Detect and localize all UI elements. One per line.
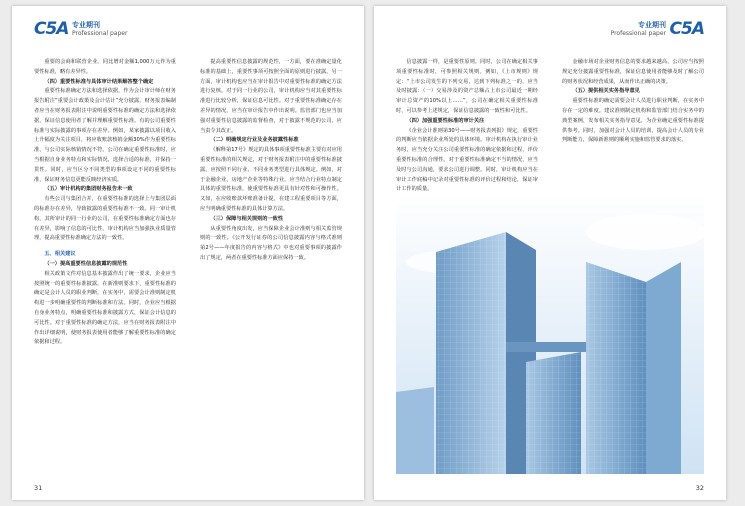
body-paragraph: 《解释第17号》规定的具体事项重要性标准主要有对应用重要性标准的相关规定，对于财务报表附注中的重要性标准披露，应按照不同行业、不同业务类型进行具体规定。例如，对于金融企业、房地产企业等特殊行业，应当结合行业特点制定具体的重要性标准，使重要性标准更具有针对性和可操作性。又如，在应收账款坏账准备计提、在建工程重要项目等方面，应当明确重要性标准的具体计算方法。 <box>200 147 342 212</box>
body-paragraph: 重要性标准的确定需要会计人员进行职业判断，在实务中存在一定的难度。建议准则制定机构和监管部门结合实务中的典型案例，发布相关实务指导意见，为企业确定重要性标准提供参考。同时，加强对会计人员的培训，提高会计人员的专业判断能力，保障新准则的顺利实施和监管要求的落实。 <box>562 98 704 144</box>
page-right <box>374 6 726 500</box>
subsection-heading: （三）保障与相关规则的一致性 <box>210 215 284 222</box>
body-paragraph: 从重要性角度出发，应当保障企业会计准则与相关监管规则的一致性。《公开发行证券的公司信息披露内容与格式准则第2号——年度报告的内容与格式》中也对重要事项的披露作出了规定，两者在重要性标准方面应保持一致。 <box>200 225 342 261</box>
page-header <box>396 18 704 42</box>
left-column-2 <box>200 58 342 264</box>
subsection-heading: （四）重要性标准与具体审计结果解答整个确定 <box>44 78 154 85</box>
body-paragraph: 重要性标准确定方法和选择依据，作为会计审计师在财务报告附注“重要会计政策及会计估计”充分披露，财务报表编制者应当在财务报表附注中说明重要性标准的确定方法和选择依据，保证信息使用者了解并理解重要性标准。有的公司重要性标准与实际披露的事项存在差异。例如，某家披露以项目收入上升幅度为关注项目，将应收账款核销金额30%作为重要性标准，与公司实际核销情况不符。公司在确定重要性标准时，应当根据自身业务特点和实际情况，选择合适的标准，并保持一贯性。同时，应当区分不同类型的事项设定不同的重要性标准，保证财务信息更能反映经济实质。 <box>34 88 176 183</box>
header-text <box>72 21 127 38</box>
brand-logo: C5A <box>669 19 704 39</box>
subsection-heading: （一）提高重要性信息披露的规范性 <box>44 260 128 267</box>
body-paragraph: 《企业会计准则第30号——财务报表列报》规定，重要性的判断应当依据企业所处的具体环境。审计机构在执行审计业务时，应当充分关注公司重要性标准的确定依据和过程，评价重要性标准的合理性。对于重要性标准确定不当的情况，应当及时与公司沟通，要求公司进行调整。同时，审计机构应当在审计工作底稿中记录对重要性标准的评价过程和结论，保证审计工作的质量。 <box>396 127 538 193</box>
subsection-heading: （四）加强重要性标准的审计关注 <box>406 117 485 124</box>
skyscraper-illustration <box>396 192 704 474</box>
page-number: 31 <box>34 484 43 492</box>
subsection-heading: （五）审计机构的集团财务报告未一致 <box>44 186 133 193</box>
body-paragraph: 有些公司与集团合并，在重要性标准的选择上与集团层面的标准存在差异，导致披露的重要性标准不一致。同一审计机构，其所审计的同一行业的公司，在重要性标准确定方面也存在差异，影响了信息的可比性。审计机构应当加强执业质量管理，提高重要性标准确定方法的一致性。 <box>34 196 176 242</box>
subsection-heading: （五）提供相关实务指导意见 <box>572 88 640 95</box>
header-title-cn: 专业期刊 <box>72 21 100 29</box>
right-column-1 <box>396 58 538 195</box>
right-column-2 <box>562 58 704 146</box>
section-heading: 五、相关建议 <box>44 251 76 258</box>
header-title-cn: 专业期刊 <box>638 21 666 29</box>
page-header <box>34 18 342 42</box>
body-paragraph: 相关政策文件对信息基本披露作出了统一要求，企业应当按照统一的重要性标准披露，在新准则要求下，重要性标准的确定是会计人员的职业判断，在实务中，需要会计准则制定机构进一步明确重要性的判断标准和方法。同时，企业应当根据自身业务特点，明确重要性标准和披露方式，保证会计信息的可比性。对于重要性标准的确定方法，应当在财务报表附注中作出详细说明，使财务报表使用者能够了解重要性标准的确定依据和过程。 <box>34 270 176 346</box>
left-column-1 <box>34 58 176 348</box>
city-skyscraper-photo <box>396 192 704 474</box>
header-title-en: Professional paper <box>72 30 128 37</box>
brand-logo: C5A <box>34 19 69 39</box>
header-title-en: Professional paper <box>610 30 666 37</box>
body-paragraph: 信息披露一样，是重要性原则。同时，公司在确定相关事项重要性标准时，可参照相关规则。例如，《上市规则》规定：“上市公司发生的下列交易，达到下列标准之一的，应当及时披露：（一）交易涉及的资产总额占上市公司最近一期经审计总资产的10%以上……”，公司在确定相关重要性标准时，可以参考上述规定，保证信息披露的一致性和可比性。 <box>396 59 538 114</box>
header-text <box>611 21 666 38</box>
page-number: 32 <box>695 484 704 492</box>
body-paragraph: 提高重要性信息披露的规范性，一方面，要在准确定量化标准的基础上，重要性事项可按照全面的原则进行披露。另一方面，审计机构也应当在审计报告中对重要性标准的确定方法进行复核。对于同一行业的公司，审计机构应当对其重要性标准进行比较分析，保证信息可比性。对于重要性标准确定存在差异的情况，应当在审计报告中作出说明。监管部门也应当加强对重要性信息披露的监督检查，对于披露不规范的公司，应当责令其改正。 <box>200 59 342 134</box>
subsection-heading: （二）明确规定行业及业务披露性标准 <box>210 137 299 144</box>
body-paragraph: 金融市场对企业财务信息的要求越来越高，公司应当按照规定充分披露重要性标准，保证信息使用者能够及时了解公司的财务状况和经营成果，从而作出正确的决策。 <box>562 59 704 85</box>
body-paragraph: 重要的会商和联营企业。同比增对金额1,000万元作为重要性标准，略有差异性。 <box>34 59 176 75</box>
page-left <box>12 6 364 500</box>
